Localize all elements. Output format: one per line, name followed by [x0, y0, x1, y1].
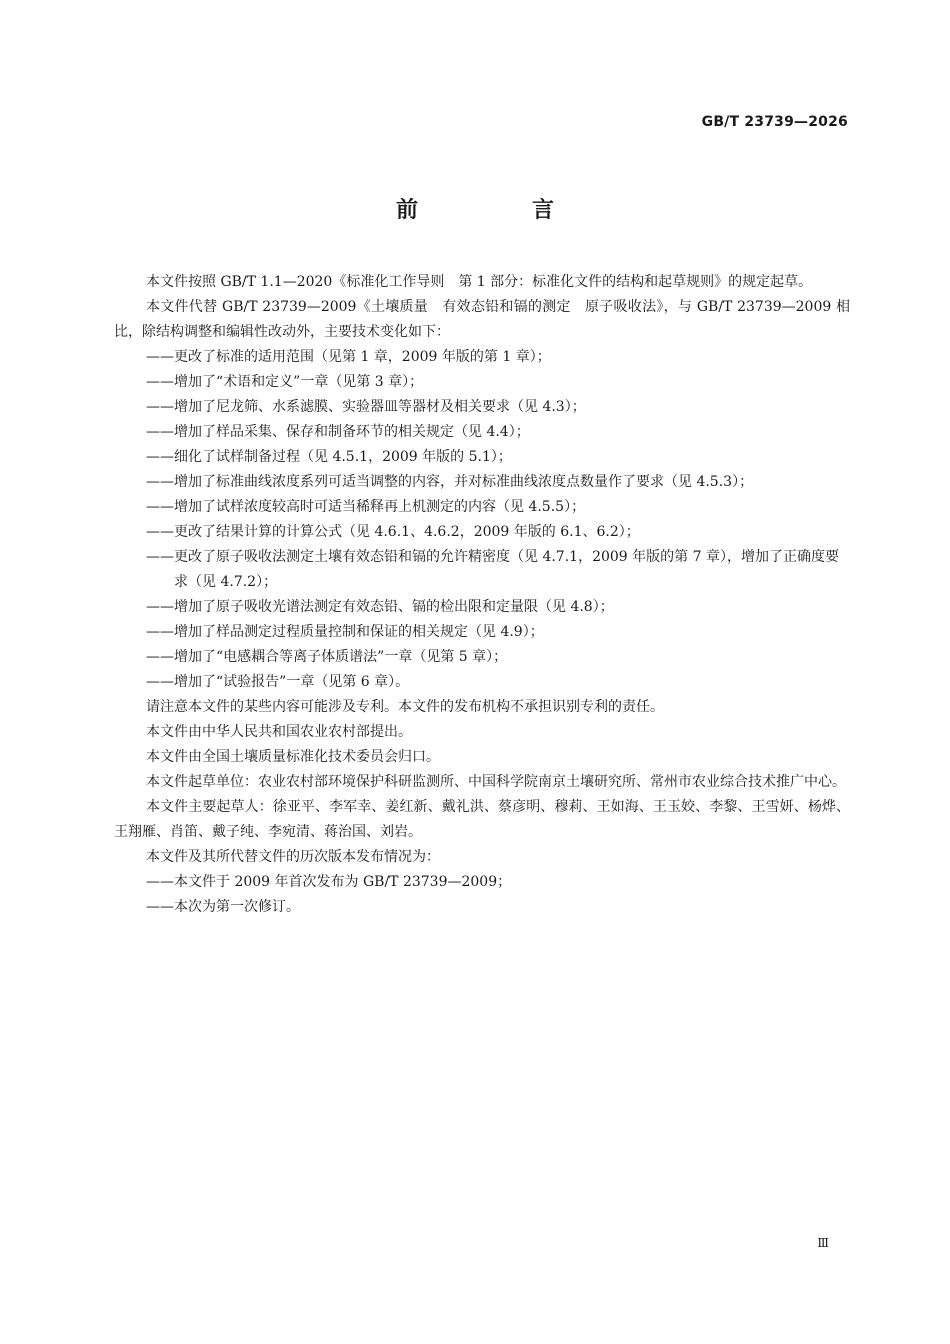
paragraph-replacement: 本文件代替 GB/T 23739—2009《土壤质量 有效态铅和镉的测定 原子吸收法》，与 GB/T 23739—2009 相比，除结构调整和编辑性改动外，主要技术变化如下：: [114, 299, 850, 340]
page-title: 前 言: [395, 198, 600, 223]
paragraph-drafters: 本文件主要起草人：徐亚平、李军幸、姜红新、戴礼洪、蔡彦明、穆莉、王如海、王玉姣、李黎、王雪妍、杨烨、王翔雁、肖笛、戴子纯、李宛清、蒋治国、刘岩。: [114, 799, 850, 840]
list-item: ——细化了试样制备过程（见 4.5.1，2009 年版的 5.1）；: [146, 449, 512, 465]
paragraph-history-intro: 本文件及其所代替文件的历次版本发布情况为：: [146, 849, 440, 865]
list-item: ——本次为第一次修订。: [146, 899, 300, 915]
list-item: ——增加了“试验报告”一章（见第 6 章）。: [146, 674, 410, 690]
paragraph-drafting-units: 本文件起草单位：农业农村部环境保护科研监测所、中国科学院南京土壤研究所、常州市农业综合技术推广中心。: [146, 774, 846, 790]
standard-code: GB/T 23739—2026: [701, 114, 848, 130]
paragraph-proposer: 本文件由中华人民共和国农业农村部提出。: [146, 724, 412, 740]
list-item: ——增加了标准曲线浓度系列可适当调整的内容，并对标准曲线浓度点数量作了要求（见 4.5.3）；: [146, 474, 754, 490]
list-item: ——本文件于 2009 年首次发布为 GB/T 23739—2009；: [146, 874, 512, 890]
list-item: ——增加了样品采集、保存和制备环节的相关规定（见 4.4）；: [146, 424, 530, 440]
list-item: ——增加了“电感耦合等离子体质谱法”一章（见第 5 章）；: [146, 649, 508, 665]
page-number: Ⅲ: [817, 1236, 829, 1250]
list-item: ——更改了原子吸收法测定土壤有效态铅和镉的允许精密度（见 4.7.1，2009 年版的第 7 章），增加了正确度要求（见 4.7.2）；: [146, 549, 839, 590]
list-item: ——增加了原子吸收光谱法测定有效态铅、镉的检出限和定量限（见 4.8）；: [146, 599, 614, 615]
list-item: ——增加了尼龙筛、水系滤膜、实验器皿等器材及相关要求（见 4.3）；: [146, 399, 586, 415]
foreword-body: [114, 270, 850, 920]
history-list: [114, 870, 850, 920]
list-item: ——更改了标准的适用范围（见第 1 章，2009 年版的第 1 章）；: [146, 349, 551, 365]
changes-list: [114, 345, 850, 695]
paragraph-basis: 本文件按照 GB/T 1.1—2020《标准化工作导则 第 1 部分：标准化文件的结构和起草规则》的规定起草。: [146, 274, 813, 290]
list-item: ——增加了样品测定过程质量控制和保证的相关规定（见 4.9）；: [146, 624, 544, 640]
paragraph-patent: 请注意本文件的某些内容可能涉及专利。本文件的发布机构不承担识别专利的责任。: [146, 699, 664, 715]
list-item: ——增加了试样浓度较高时可适当稀释再上机测定的内容（见 4.5.5）；: [146, 499, 586, 515]
paragraph-committee: 本文件由全国土壤质量标准化技术委员会归口。: [146, 749, 440, 765]
list-item: ——增加了“术语和定义”一章（见第 3 章）；: [146, 374, 424, 390]
list-item: ——更改了结果计算的计算公式（见 4.6.1、4.6.2，2009 年版的 6.1、6.2）；: [146, 524, 640, 540]
